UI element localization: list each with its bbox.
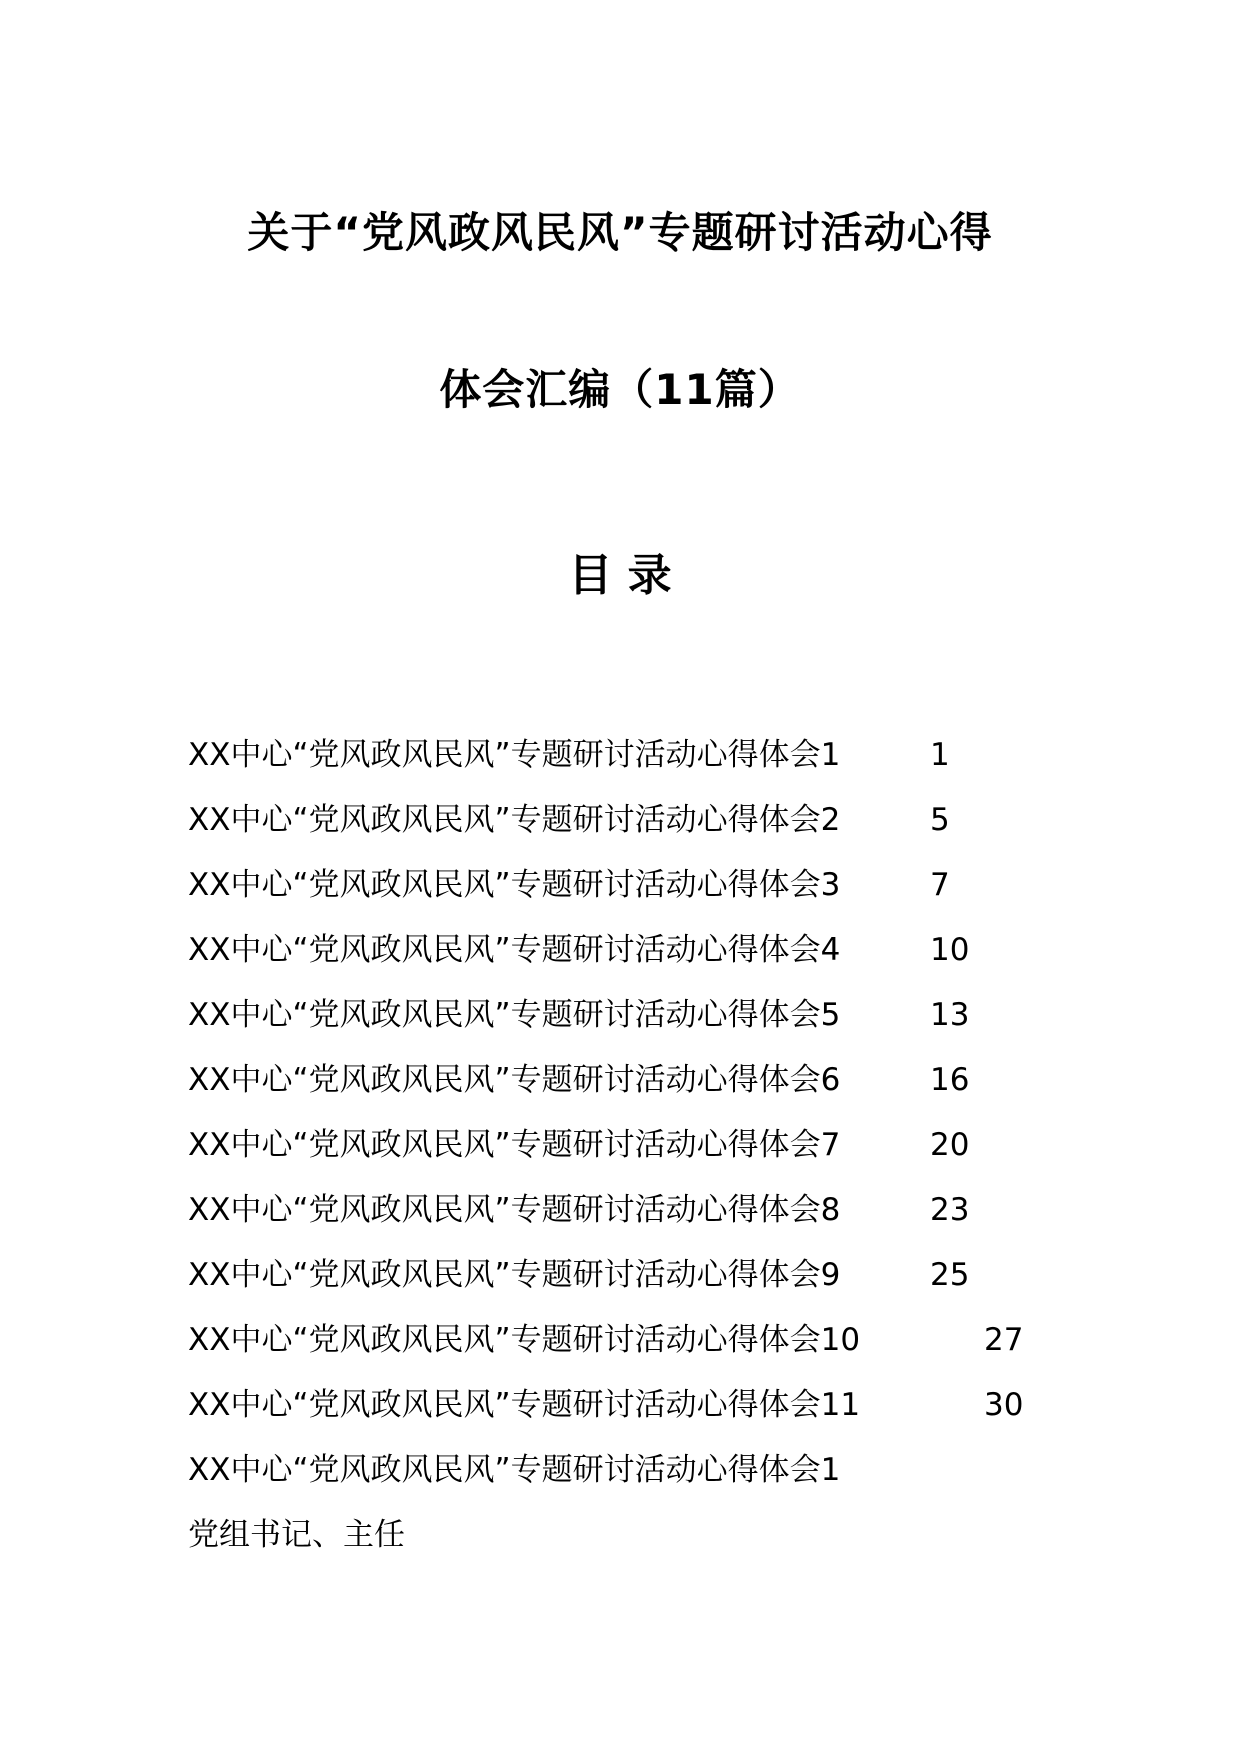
toc-entry-title: XX中心“党风政风民风”专题研讨活动心得体会7 [188,1127,841,1163]
toc-entry-title: XX中心“党风政风民风”专题研讨活动心得体会6 [188,1062,841,1098]
toc-entry-title: XX中心“党风政风民风”专题研讨活动心得体会8 [188,1192,841,1228]
toc-entry-title: XX中心“党风政风民风”专题研讨活动心得体会1 [188,1452,841,1488]
toc-entry-page: 27 [984,1322,1024,1358]
toc-entry[interactable] [188,930,1088,995]
toc-entry-page: 30 [984,1387,1024,1423]
toc-entry[interactable] [188,1320,1088,1385]
toc-entry[interactable] [188,1255,1088,1320]
toc-entry-title: XX中心“党风政风民风”专题研讨活动心得体会4 [188,932,841,968]
toc-entry-page: 10 [930,932,970,968]
toc-entry[interactable] [188,865,1088,930]
toc-entry-page: 13 [930,997,970,1033]
toc-entry[interactable] [188,800,1088,865]
toc-entry[interactable] [188,1125,1088,1190]
toc-entry-title: XX中心“党风政风民风”专题研讨活动心得体会1 [188,737,841,773]
document-title-line-2: 体会汇编（11篇） [439,365,801,414]
toc-entry-title: XX中心“党风政风民风”专题研讨活动心得体会11 [188,1387,861,1423]
toc-entry-page: 23 [930,1192,970,1228]
author-line: 党组书记、主任 [188,1517,405,1553]
toc-entry-title: XX中心“党风政风民风”专题研讨活动心得体会3 [188,867,841,903]
toc-entry[interactable] [188,1190,1088,1255]
toc-entry-title: XX中心“党风政风民风”专题研讨活动心得体会5 [188,997,841,1033]
toc-heading: 目 录 [568,550,672,601]
toc-entry-title: XX中心“党风政风民风”专题研讨活动心得体会2 [188,802,841,838]
toc-entry[interactable] [188,995,1088,1060]
toc-entry-title: XX中心“党风政风民风”专题研讨活动心得体会9 [188,1257,841,1293]
table-of-contents [188,735,1088,1555]
toc-entry[interactable] [188,1060,1088,1125]
toc-entry-page: 16 [930,1062,970,1098]
toc-entry[interactable] [188,735,1088,800]
document-title-line-1: 关于“党风政风民风”专题研讨活动心得 [247,208,993,257]
toc-entry-page: 1 [930,737,950,773]
toc-entry-page: 7 [930,867,950,903]
toc-entry[interactable] [188,1385,1088,1450]
toc-entry-title: XX中心“党风政风民风”专题研讨活动心得体会10 [188,1322,861,1358]
toc-entry-page: 20 [930,1127,970,1163]
toc-entry[interactable] [188,1450,1088,1515]
toc-entry-page: 5 [930,802,950,838]
toc-entry-page: 25 [930,1257,970,1293]
